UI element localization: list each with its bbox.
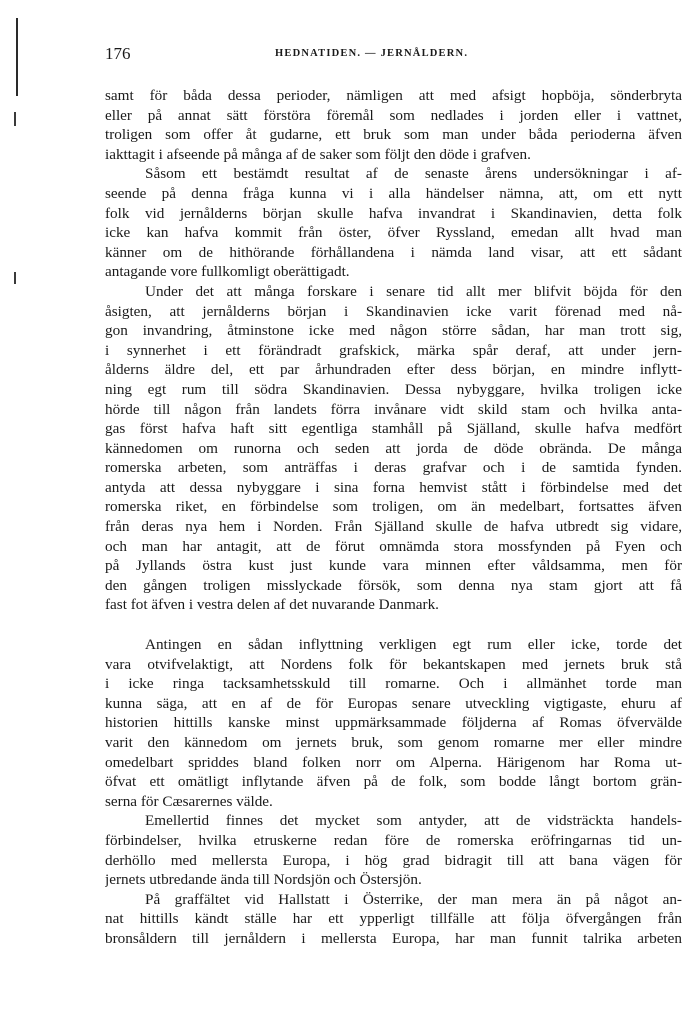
- text-line: hörde till någon från landets förra invånare vidt skild stam och hvilka anta-: [105, 400, 682, 418]
- text-line: antagande vore fullkomligt oberättigadt.: [105, 263, 350, 281]
- page-header: [105, 44, 682, 68]
- text-line: iakttagit i afseende på många af de saker som följt den döde i grafven.: [105, 145, 531, 163]
- text-line: känner om de hithörande förhållandena i nämda land visar, att ett sådant: [105, 243, 682, 261]
- text-line: på Jyllands östra kust just kunde vara minnen efter våldsamma, men för: [105, 557, 682, 575]
- text-line: Emellertid finnes det mycket som antyder, att de vidsträckta handels-: [145, 812, 682, 830]
- margin-scan-mark: [14, 112, 16, 126]
- text-line: gon invandring, åtminstone icke med någon större sådan, har man trott sig,: [105, 322, 682, 340]
- running-head: HEDNATIDEN. — JERNÅLDERN.: [275, 48, 469, 59]
- paragraph: [105, 890, 682, 949]
- text-line: varit den kännedom om jernets bruk, som genom romarne mer eller mindre: [105, 734, 682, 751]
- text-line: folk vid jernålderns början skulle hafva invandrat i Skandinavien, detta folk: [105, 204, 682, 222]
- text-line: samt för båda dessa perioder, nämligen att med afsigt hopböja, sönderbryta: [105, 87, 682, 104]
- text-line: i icke ringa tacksamhetsskuld till romarne. Och i allmänhet torde man: [105, 675, 682, 693]
- text-line: Såsom ett bestämdt resultat af de senaste årens undersökningar i af-: [145, 165, 682, 183]
- text-line: Under det att många forskare i senare tid allt mer blifvit böjda för den: [145, 282, 682, 300]
- page-body: [105, 86, 682, 949]
- text-line: den gången troligen misslyckade försök, som denna nya stam gjort att få: [105, 576, 682, 594]
- text-line: ning egt rum till södra Skandinavien. Dessa nybyggare, hvilka troligen icke: [105, 380, 682, 398]
- paragraph: [105, 635, 682, 811]
- text-line: omedelbart spriddes bland folken norr om Alperna. Härigenom har Roma ut-: [105, 753, 682, 771]
- section-gap: [105, 615, 682, 635]
- text-line: På graffältet vid Hallstatt i Österrike, der man mera än på något an-: [145, 890, 682, 908]
- margin-scan-line: [16, 18, 18, 96]
- paragraph: [105, 86, 682, 164]
- text-line: jernets utbredande ända till Nordsjön och Östersjön.: [105, 871, 422, 889]
- paragraph: [105, 164, 682, 282]
- text-line: antyda att dessa nybyggare i sina forna hemvist stått i förbindelse med det: [105, 478, 682, 496]
- text-line: bronsåldern till jernåldern i mellersta Europa, har man funnit talrika arbeten: [105, 929, 682, 947]
- text-line: ålderns äldre del, ett par århundraden efter dess början, en mindre inflytt-: [105, 361, 682, 379]
- text-line: seende på denna fråga kunna vi i alla händelser nämna, att, om ett nytt: [105, 184, 682, 202]
- text-line: serna för Cæsarernes välde.: [105, 792, 273, 810]
- paragraph: [105, 811, 682, 889]
- text-line: vara otvifvelaktigt, att Nordens folk för bekantskapen med jernets bruk stå: [105, 655, 682, 673]
- text-line: kunna säga, att en af de för Europas senare utveckling vigtigaste, ehuru af: [105, 694, 682, 712]
- margin-scan-mark: [14, 272, 16, 284]
- text-line: derhöllo med mellersta Europa, i hög grad bidragit till att bana vägen för: [105, 851, 682, 869]
- paragraph: [105, 282, 682, 615]
- text-line: eller på annat sätt förstöra föremål som nedlades i jorden eller i vattnet,: [105, 106, 682, 124]
- text-line: Antingen en sådan inflyttning verkligen egt rum eller icke, torde det: [145, 636, 682, 654]
- text-line: gas först hafva haft sitt egentliga stamhåll på Själland, skulle hafva medfört: [105, 420, 682, 438]
- text-line: från deras nya hem i Norden. Från Själland skulle de hafva utbredt sig vidare,: [105, 518, 682, 536]
- text-line: nat hittills kändt ställe har ett ypperligt tillfälle att följa öfvergången från: [105, 910, 682, 928]
- text-line: och man har antagit, att de förut omnämda stora mossfynden på Fyen och: [105, 537, 682, 555]
- text-line: icke kan hafva kommit från öster, öfver Ryssland, emedan allt hvad man: [105, 224, 682, 242]
- text-line: förbindelser, hvilka etruskerne redan före de romerska eröfringarnas tid un-: [105, 831, 682, 849]
- text-line: fast fot äfven i vestra delen af det nuvarande Danmark.: [105, 596, 439, 614]
- text-line: historien hittills kanske minst uppmärksammade följderna af Romas öfvervälde: [105, 714, 682, 732]
- text-line: kännedomen om runorna och seden att jorda de döde obrända. De många: [105, 439, 682, 457]
- text-line: romerska riket, en förbindelse som troligen, om än medelbart, fortsattes äfven: [105, 498, 682, 516]
- text-line: öfvat ett omätligt inflytande äfven på de folk, som bodde långt bortom grän-: [105, 773, 682, 791]
- text-line: åsigten, att jernålderns början i Skandinavien icke varit förenad med nå-: [105, 302, 682, 320]
- text-line: romerska arbeten, som anträffas i deras grafvar och i de samtida fynden.: [105, 459, 682, 477]
- text-line: i synnerhet i ett förändradt grafskick, märka spår deraf, att under jern-: [105, 341, 682, 359]
- page-number: 176: [105, 44, 131, 63]
- text-line: troligen som offer åt gudarne, ett bruk som man under båda perioderna äfven: [105, 126, 682, 144]
